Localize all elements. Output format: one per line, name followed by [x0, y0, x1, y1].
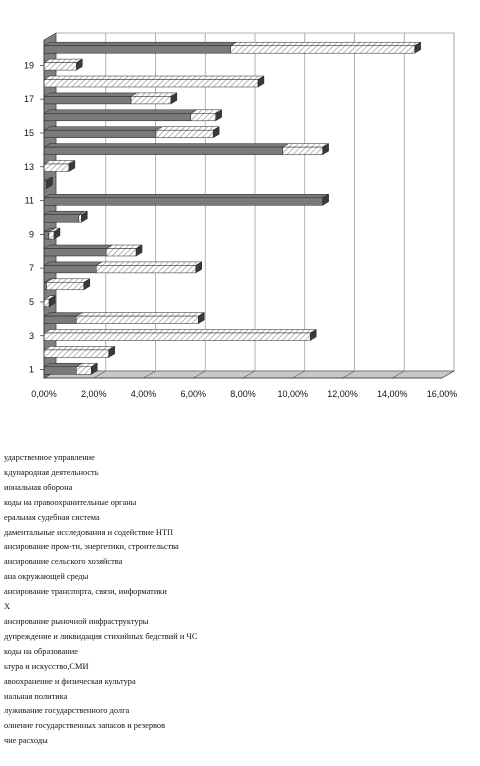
bar-series-2: [283, 144, 329, 155]
y-tick-label: 13: [23, 161, 34, 172]
bar-front-face: [231, 46, 415, 54]
bar-top-face: [44, 313, 82, 317]
bar-front-face: [44, 215, 79, 223]
bar-front-face: [76, 367, 91, 375]
bar-series-2: [156, 127, 219, 138]
bar-series-2: [44, 59, 82, 70]
bar-series-2: [44, 346, 115, 357]
bar-front-face: [44, 113, 191, 121]
bar-top-face: [44, 346, 115, 350]
legend-item: еральная судебная система: [4, 512, 100, 522]
bar-series-1: [44, 42, 237, 53]
bar-front-face: [49, 232, 54, 240]
bar-top-face: [44, 194, 329, 198]
bar-top-face: [46, 279, 89, 283]
legend-item: ансирование пром-ти, энергетики, строительства: [4, 542, 179, 552]
legend-item: иальная политика: [4, 691, 68, 701]
bar-series-2: [44, 161, 75, 172]
bar-top-face: [44, 245, 112, 249]
legend-item: коды на образование: [4, 646, 78, 656]
bar-series-2: [96, 262, 202, 273]
bar-top-face: [44, 127, 162, 131]
x-tick-label: 0,00%: [31, 389, 57, 399]
bar-front-face: [44, 46, 231, 54]
bar-top-face: [44, 262, 102, 266]
x-tick-label: 12,00%: [327, 389, 358, 399]
bar-front-face: [79, 215, 81, 223]
bar-front-face: [44, 96, 131, 104]
bar-series-1: [44, 144, 289, 155]
legend-item: авоохранение и физическая культура: [4, 676, 136, 686]
bar-series-2: [76, 363, 97, 374]
bar-front-face: [44, 232, 49, 240]
bar-front-face: [44, 316, 76, 324]
y-tick-label: 7: [28, 263, 34, 274]
bar-front-face: [44, 63, 76, 71]
bar-front-face: [44, 147, 283, 155]
legend: [4, 451, 474, 749]
bar-front-face: [44, 164, 69, 172]
x-tick-label: 14,00%: [376, 389, 408, 399]
legend-item: ансирование рыночной инфраструктуры: [4, 616, 149, 626]
bar-top-face: [44, 330, 316, 334]
bar-front-face: [44, 367, 76, 375]
bar-front-face: [131, 96, 171, 104]
x-tick-label: 16,00%: [426, 389, 458, 399]
bar-top-face: [44, 211, 85, 215]
legend-item: чие расходы: [4, 736, 48, 746]
bar-top-face: [156, 127, 219, 131]
bar-series-1: [44, 110, 197, 121]
bar-front-face: [106, 249, 136, 257]
legend-item: ана окружающей среды: [4, 572, 89, 582]
bar-series-2: [131, 93, 177, 104]
y-tick-label: 3: [28, 330, 34, 341]
legend-item: коды на правоохранительные органы: [4, 497, 137, 507]
bar-front-face: [76, 316, 198, 324]
bar-series-2: [44, 330, 316, 341]
x-tick-label: 2,00%: [80, 389, 107, 399]
bar-front-face: [44, 198, 323, 206]
legend-item: дупреждение и ликвидация стихийных бедствий и ЧС: [4, 631, 198, 641]
bar-series-1: [44, 262, 102, 273]
bar-top-face: [44, 93, 137, 97]
legend-item: ансирование сельского хозяйства: [4, 557, 123, 567]
y-tick-label: 5: [28, 296, 34, 307]
bar-top-face: [44, 110, 197, 114]
bar-front-face: [96, 265, 196, 273]
bar-front-face: [44, 265, 96, 273]
bar-top-face: [44, 76, 264, 80]
bar-top-face: [44, 42, 237, 46]
bar-series-1: [44, 127, 162, 138]
bar-front-face: [283, 147, 323, 155]
y-tick-label: 11: [24, 195, 34, 206]
bar-series-2: [231, 42, 421, 53]
bar-series-1: [44, 245, 112, 256]
y-tick-label: 1: [28, 364, 34, 375]
bar-front-face: [44, 130, 156, 138]
bar-top-face: [96, 262, 202, 266]
bar-series-2: [44, 76, 264, 87]
bar-top-face: [131, 93, 177, 97]
bar-series-2: [46, 279, 89, 290]
y-tick-label: 17: [23, 94, 34, 105]
bar-series-1: [44, 93, 137, 104]
legend-item: ьтура и искусство,СМИ: [4, 661, 89, 671]
bar-series-1: [44, 194, 329, 205]
x-tick-label: 4,00%: [130, 389, 157, 399]
y-tick-label: 15: [23, 127, 34, 138]
legend-item: олнение государственных запасов и резервов: [4, 721, 166, 731]
x-tick-label: 10,00%: [277, 389, 309, 399]
bar-front-face: [44, 333, 310, 341]
y-tick-label: 9: [28, 229, 34, 240]
legend-item: кдународная деятельность: [4, 467, 99, 477]
bar-series-2: [106, 245, 142, 256]
bar-top-face: [44, 144, 289, 148]
bar-series-2: [76, 313, 204, 324]
bar-series-2: [191, 110, 222, 121]
bar-front-face: [44, 249, 106, 257]
bar-top-face: [44, 363, 82, 367]
bar-front-face: [44, 299, 49, 307]
bar-front-face: [46, 282, 83, 290]
bar-top-face: [231, 42, 421, 46]
legend-item: Х: [4, 602, 11, 612]
bar-top-face: [283, 144, 329, 148]
legend-item: даментальные исследования и содействие НТП: [4, 527, 174, 537]
bar-front-face: [44, 80, 258, 88]
bar-top-face: [44, 59, 82, 63]
legend-item: луживание государственного долга: [4, 706, 130, 716]
legend-item: ансирование транспорта, связи, информатики: [4, 587, 167, 597]
legend-item: ударственное управление: [4, 453, 95, 462]
bar-top-face: [76, 313, 204, 317]
x-tick-label: 6,00%: [180, 389, 207, 399]
y-tick-label: 19: [23, 60, 34, 71]
x-tick-label: 8,00%: [230, 389, 256, 399]
bar-front-face: [191, 113, 216, 121]
bar-front-face: [44, 350, 109, 358]
legend-item: иональная оборона: [4, 482, 73, 492]
bar-front-face: [156, 130, 213, 138]
